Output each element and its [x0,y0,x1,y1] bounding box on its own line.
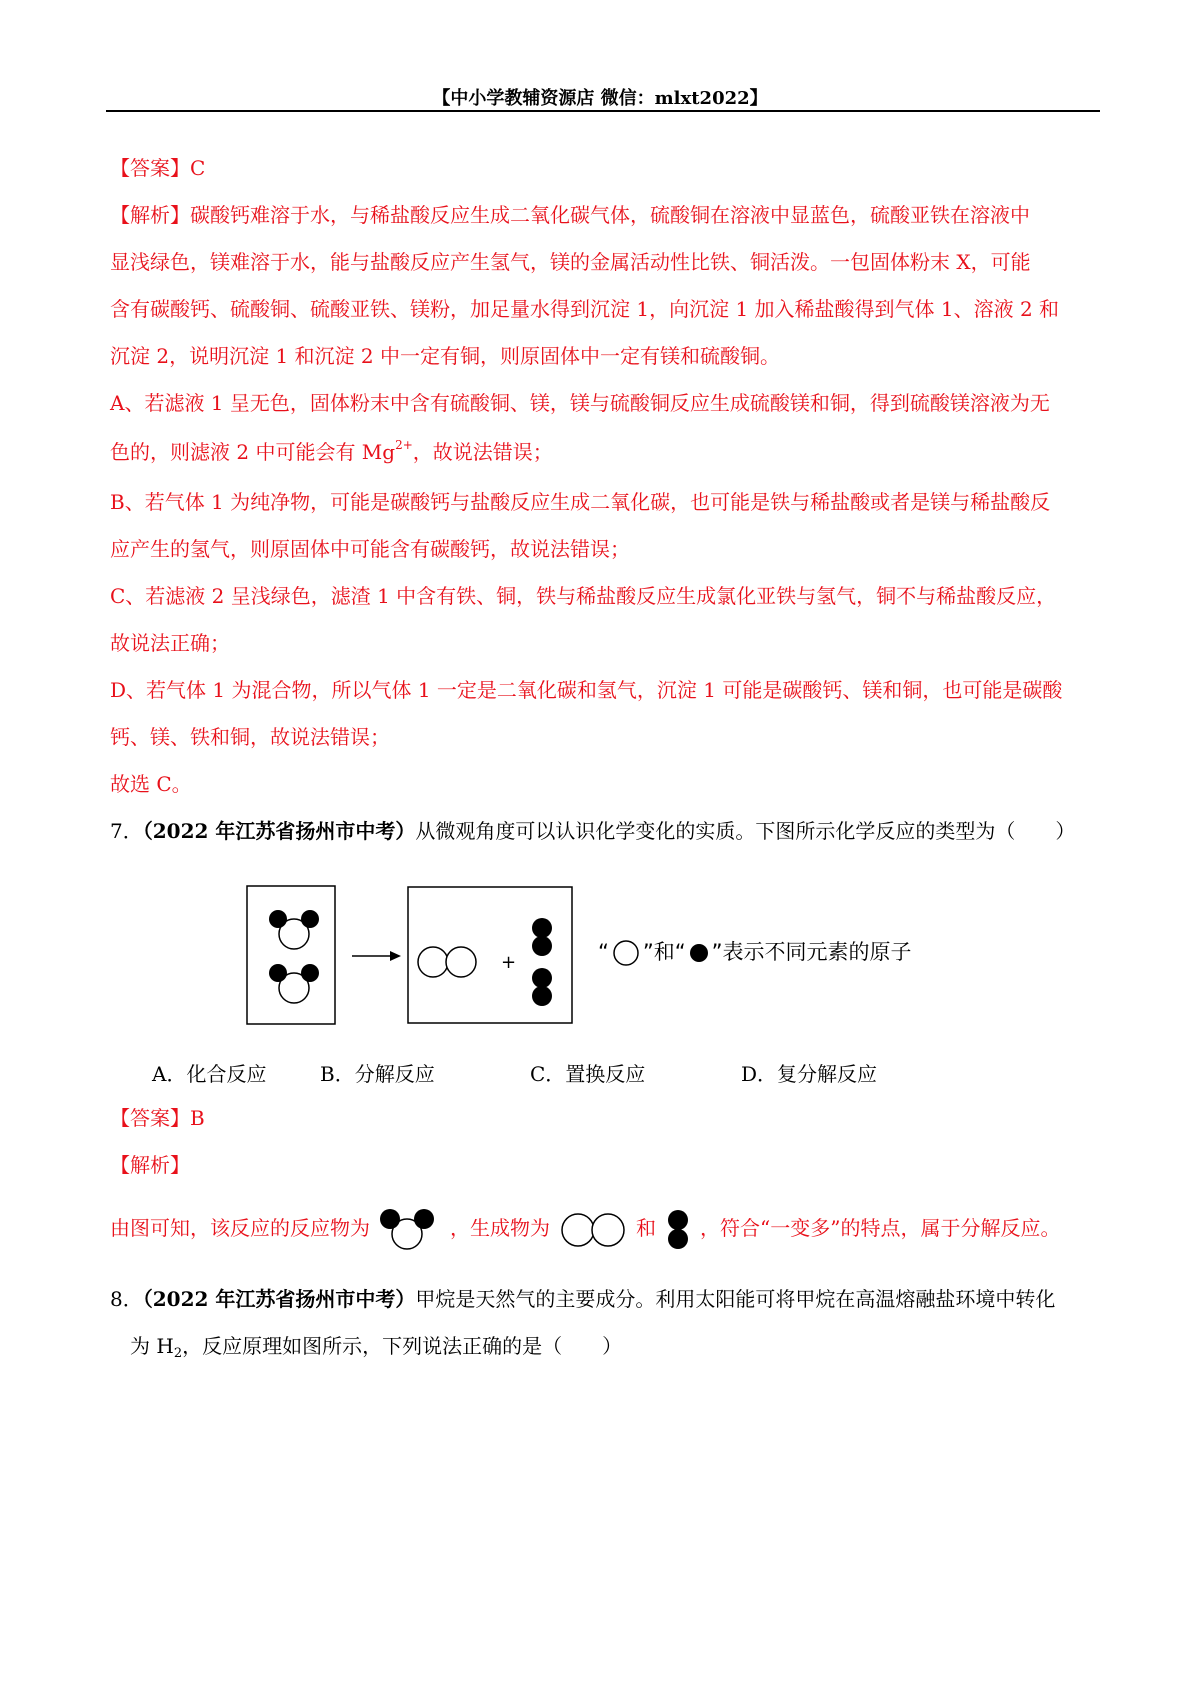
question-number: 8． [110,1287,143,1311]
q6-option-c-line-1: C、若滤液 2 呈浅绿色，滤渣 1 中含有铁、铜，铁与稀盐酸反应生成氯化亚铁与氢气，铜不与稀盐酸反应， [110,584,1057,608]
option-c: C．置换反应 [530,1062,646,1086]
q7-analysis: 由图可知，该反应的反应物为 ，生成物为 和 ，符合“一变多”的特点，属于分解反应。 [110,1198,1060,1258]
q7-analysis-label: 【解析】 [110,1153,190,1177]
answer-value: C [190,156,206,180]
q6-option-d-line-2: 钙、镁、铁和铜，故说法错误； [110,725,390,749]
reaction-arrow [352,951,401,961]
question-source: （2022 年江苏省扬州市中考） [142,1287,416,1311]
answer-label: 【答案】 [110,156,190,180]
atom-legend: “ ”和“ ”表示不同元素的原子 [598,940,912,964]
q6-option-d-line-1: D、若气体 1 为混合物，所以气体 1 一定是二氧化碳和氢气，沉淀 1 可能是碳酸钙、镁和铜，也可能是碳酸 [110,678,1063,702]
header-rule [106,110,1100,112]
q6-analysis-line-4: 沉淀 2，说明沉淀 1 和沉淀 2 中一定有铜，则原固体中一定有镁和硫酸铜。 [110,344,780,368]
option-b: B．分解反应 [320,1062,435,1086]
question-source: （2022 年江苏省扬州市中考） [142,819,416,843]
reactant-molecule-icon [372,1200,442,1260]
product-molecule-open [418,947,476,977]
q6-option-a-line-2: 色的，则滤液 2 中可能会有 $Mg^{2+}$，故说法错误； [110,438,553,464]
analysis-label: 【解析】 [110,203,190,227]
reactant-box [247,886,335,1024]
filled-atom-icon [686,940,712,966]
answer-value: B [190,1106,205,1130]
q8-stem-line-2: 为 $H_2$，反应原理如图所示，下列说法正确的是（ ） [130,1334,623,1361]
product-molecule-filled [532,918,552,956]
product-molecule-filled [532,968,552,1006]
reaction-diagram [240,880,600,1030]
open-diatomic-icon [554,1200,632,1260]
filled-diatomic-icon [658,1200,698,1260]
page-header: 【中小学教辅资源店 微信：mlxt2022】 [432,88,768,109]
plus-sign: + [501,952,517,973]
q6-option-b-line-2: 应产生的氢气，则原固体中可能含有碳酸钙，故说法错误； [110,537,630,561]
q8-stem: 8．（2022 年江苏省扬州市中考）甲烷是天然气的主要成分。利用太阳能可将甲烷在高温熔融盐环境中转化 [110,1287,1056,1311]
open-atom-icon [609,940,643,966]
reactant-molecule [269,964,319,1003]
q6-option-b-line-1: B、若气体 1 为纯净物，可能是碳酸钙与盐酸反应生成二氧化碳，也可能是铁与稀盐酸或者是镁与稀盐酸反 [110,490,1051,514]
q6-analysis-line-3: 含有碳酸钙、硫酸铜、硫酸亚铁、镁粉，加足量水得到沉淀 1，向沉淀 1 加入稀盐酸得到气体 1、溶液 2 和 [110,297,1060,321]
option-d: D．复分解反应 [741,1062,878,1086]
q6-option-a-line-1: A、若滤液 1 呈无色，固体粉末中含有硫酸铜、镁，镁与硫酸铜反应生成硫酸镁和铜，得到硫酸镁溶液为无 [110,391,1050,415]
q6-conclusion: 故选 C。 [110,772,192,796]
ion-charge: 2+ [395,438,413,452]
answer-label: 【答案】 [110,1106,190,1130]
q6-answer [110,156,205,180]
q6-option-c-line-2: 故说法正确； [110,631,230,655]
option-a: A．化合反应 [152,1062,267,1086]
q7-stem: 7．（2022 年江苏省扬州市中考）从微观角度可以认识化学变化的实质。下图所示化学反应的类型为（ ） [110,819,1076,843]
product-box [408,887,572,1023]
question-number: 7． [110,819,143,843]
q6-analysis-line-2: 显浅绿色，镁难溶于水，能与盐酸反应产生氢气，镁的金属活动性比铁、铜活泼。一包固体粉末 X，可能 [110,250,1031,274]
q7-answer [110,1106,205,1130]
reactant-molecule [269,910,319,949]
q6-analysis-line-1: 【解析】碳酸钙难溶于水，与稀盐酸反应生成二氧化碳气体，硫酸铜在溶液中显蓝色，硫酸亚铁在溶液中 [110,203,1030,227]
